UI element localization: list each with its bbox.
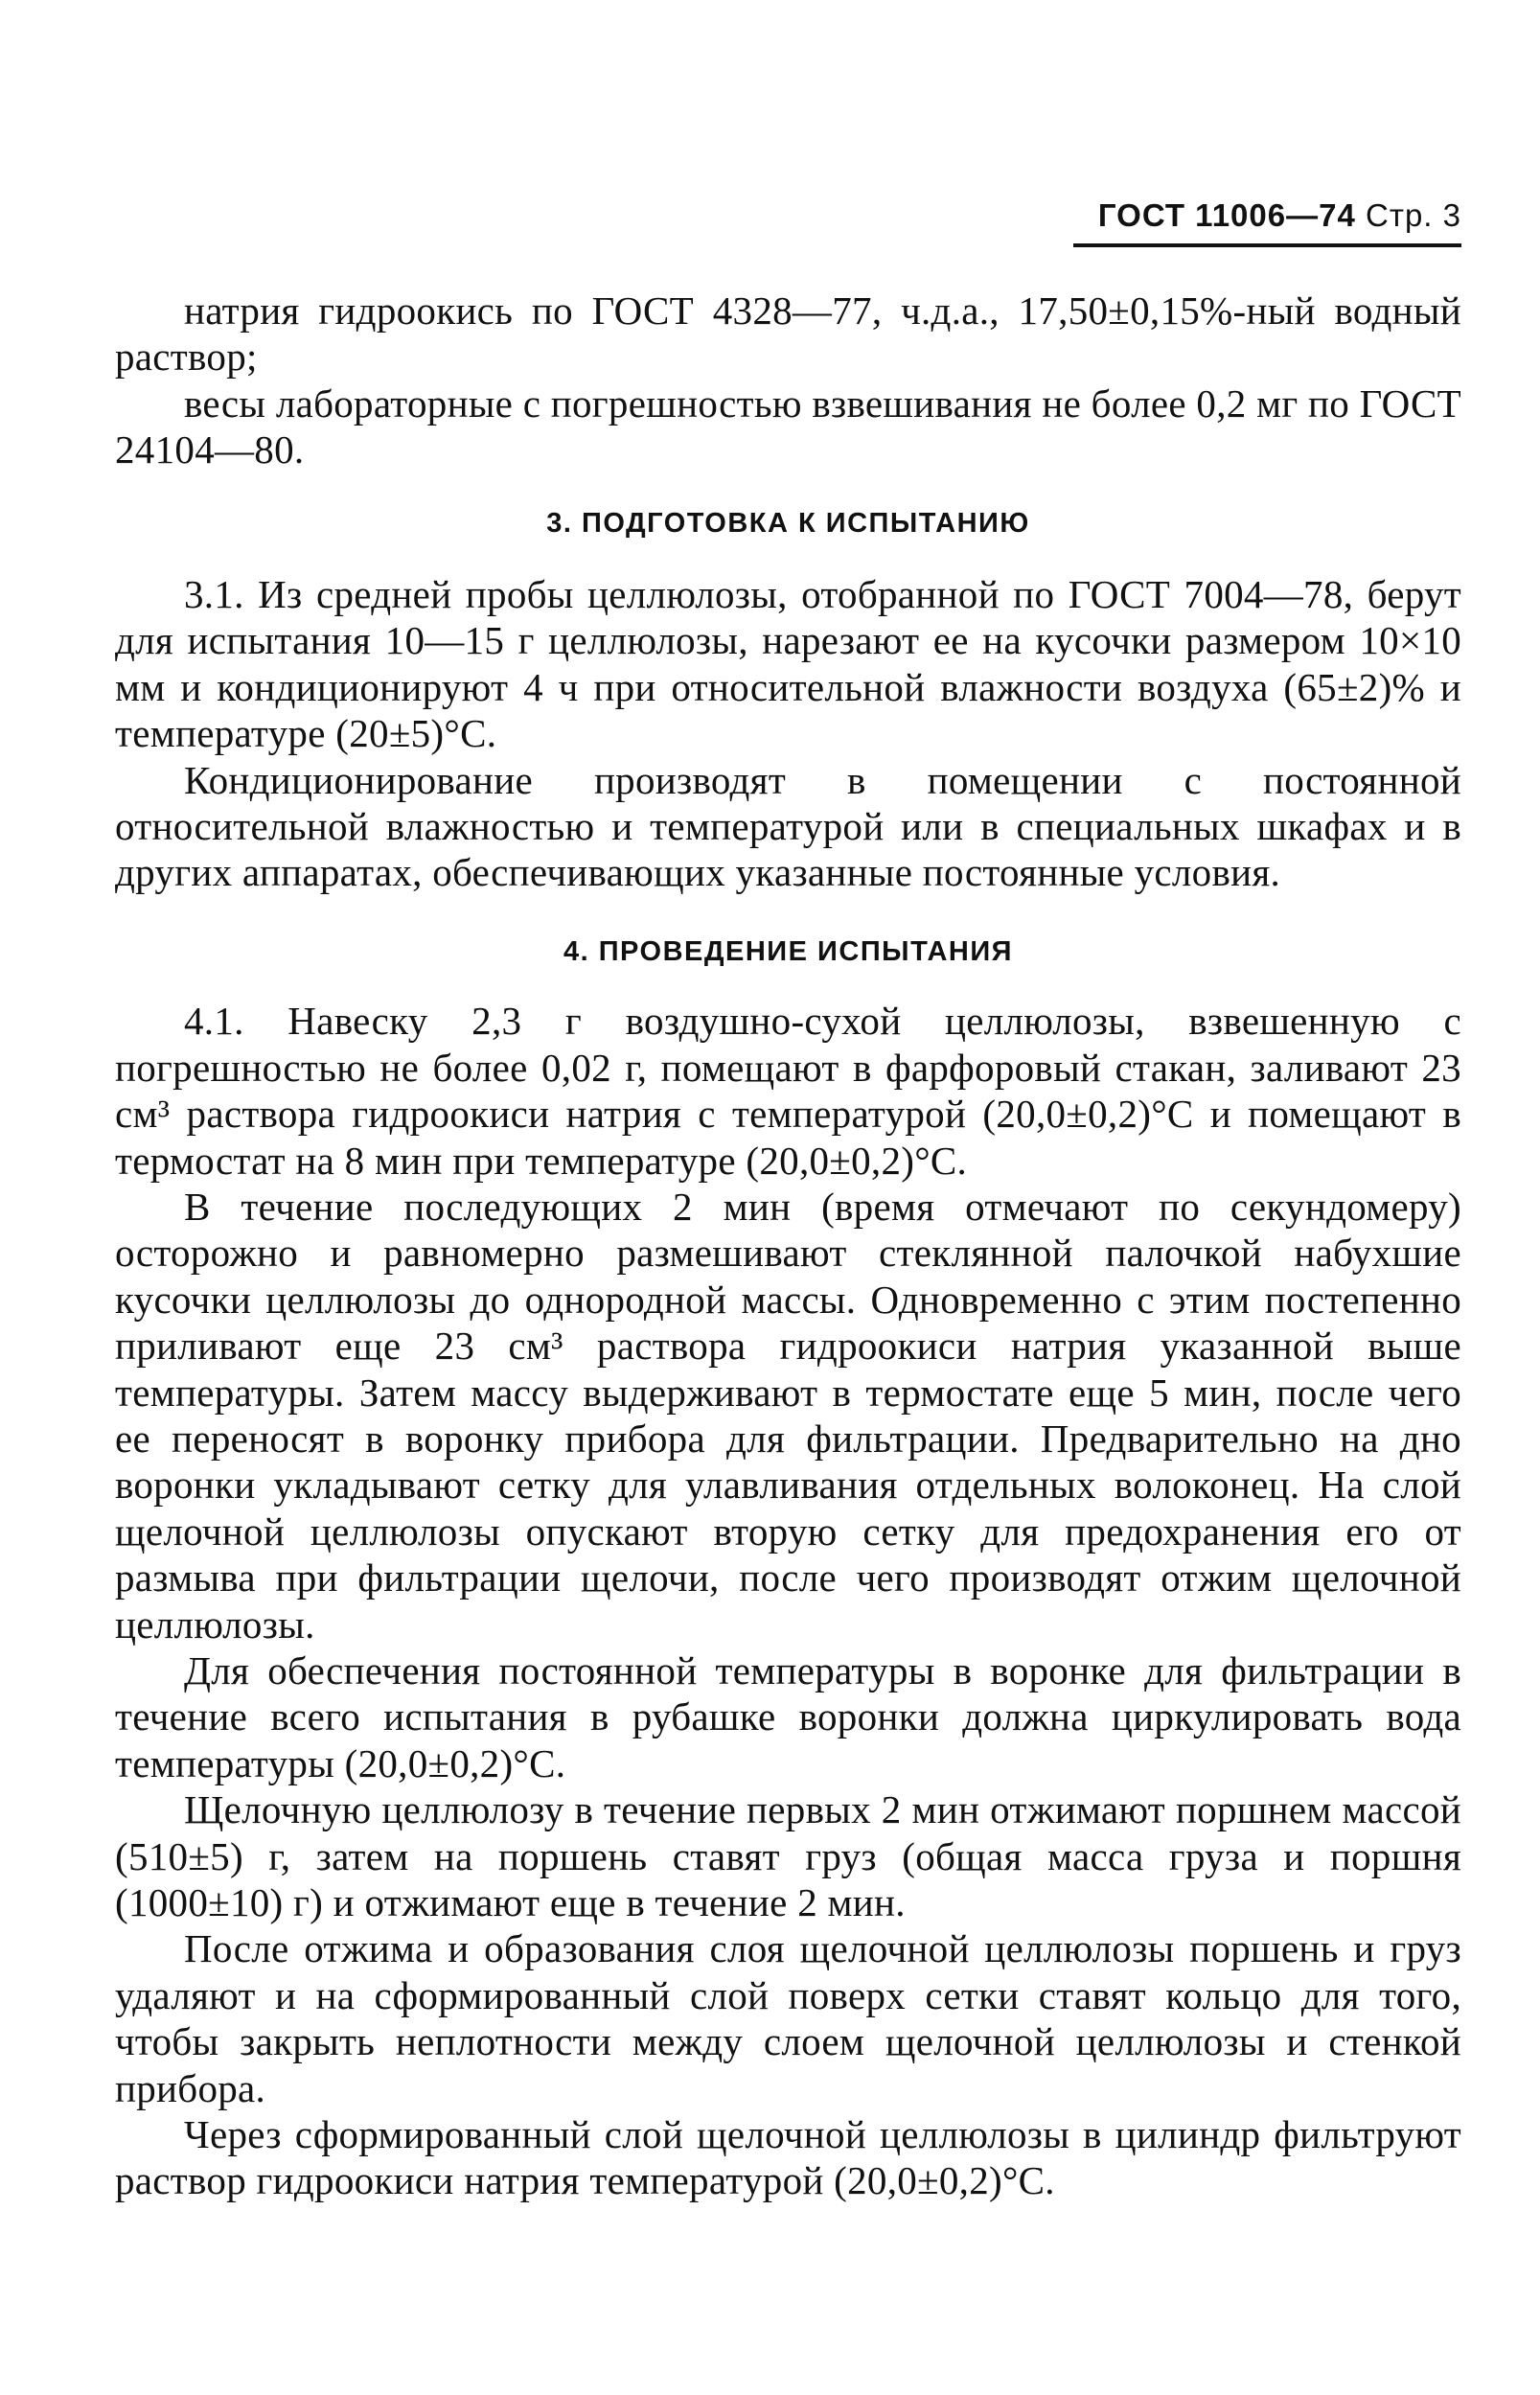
paragraph: После отжима и образования слоя щелочной целлюлозы поршень и груз удаляют и на сформированный слой поверх сетки ставят кольцо для того, чтобы закрыть неплотности между слоем щелочной целлюлозы и стенкой прибора.	[115, 1926, 1461, 2110]
paragraph: 4.1. Навеску 2,3 г воздушно-сухой целлюлозы, взвешенную с погрешностью не более 0,02 г, помещают в фарфоровый стакан, заливают 23 см³ раствора гидроокиси натрия с температурой (20,0±0,2)°С и помещают в термостат на 8 мин при температуре (20,0±0,2)°С.	[115, 999, 1461, 1183]
paragraph: натрия гидроокись по ГОСТ 4328—77, ч.д.а., 17,50±0,15%-ный водный раствор;	[115, 288, 1461, 380]
document-body	[115, 288, 1461, 2204]
paragraph: Щелочную целлюлозу в течение первых 2 мин отжимают поршнем массой (510±5) г, затем на поршень ставят груз (общая масса груза и поршня (1000±10) г) и отжимают еще в течение 2 мин.	[115, 1787, 1461, 1924]
section-heading-3: 3. ПОДГОТОВКА К ИСПЫТАНИЮ	[546, 507, 1030, 539]
paragraph: 3.1. Из средней пробы целлюлозы, отобранной по ГОСТ 7004—78, берут для испытания 10—15 г целлюлозы, нарезают ее на кусочки размером 10×10 мм и кондиционируют 4 ч при относительной влажности воздуха (65±2)% и температуре (20±5)°С.	[115, 572, 1461, 756]
paragraph: Через сформированный слой щелочной целлюлозы в цилиндр фильтруют раствор гидроокиси натрия температурой (20,0±0,2)°С.	[115, 2112, 1461, 2203]
paragraph: Кондиционирование производят в помещении с постоянной относительной влажностью и температурой или в специальных шкафах и в других аппаратах, обеспечивающих указанные постоянные условия.	[115, 757, 1461, 895]
paragraph: В течение последующих 2 мин (время отмечают по секундомеру) осторожно и равномерно размешивают стеклянной палочкой набухшие кусочки целлюлозы до однородной массы. Одновременно с этим постепенно приливают еще 23 см³ раствора гидроокиси натрия указанной выше температуры. Затем массу выдерживают в термостате еще 5 мин, после чего ее переносят в воронку прибора для фильтрации. Предварительно на дно воронки укладывают сетку для улавливания отдельных волоконец. На слой щелочной целлюлозы опускают вторую сетку для предохранения его от размыва при фильтрации щелочи, после чего производят отжим щелочной целлюлозы.	[115, 1184, 1461, 1647]
paragraph: Для обеспечения постоянной температуры в воронке для фильтрации в течение всего испытания в рубашке воронки должна циркулировать вода температуры (20,0±0,2)°С.	[115, 1647, 1461, 1785]
page-number: Стр. 3	[1366, 197, 1461, 233]
page-header	[1073, 197, 1461, 247]
section-heading-4: 4. ПРОВЕДЕНИЕ ИСПЫТАНИЯ	[563, 935, 1014, 967]
paragraph: весы лабораторные с погрешностью взвешивания не более 0,2 мг по ГОСТ 24104—80.	[115, 380, 1461, 472]
document-number: ГОСТ 11006—74	[1097, 197, 1356, 233]
